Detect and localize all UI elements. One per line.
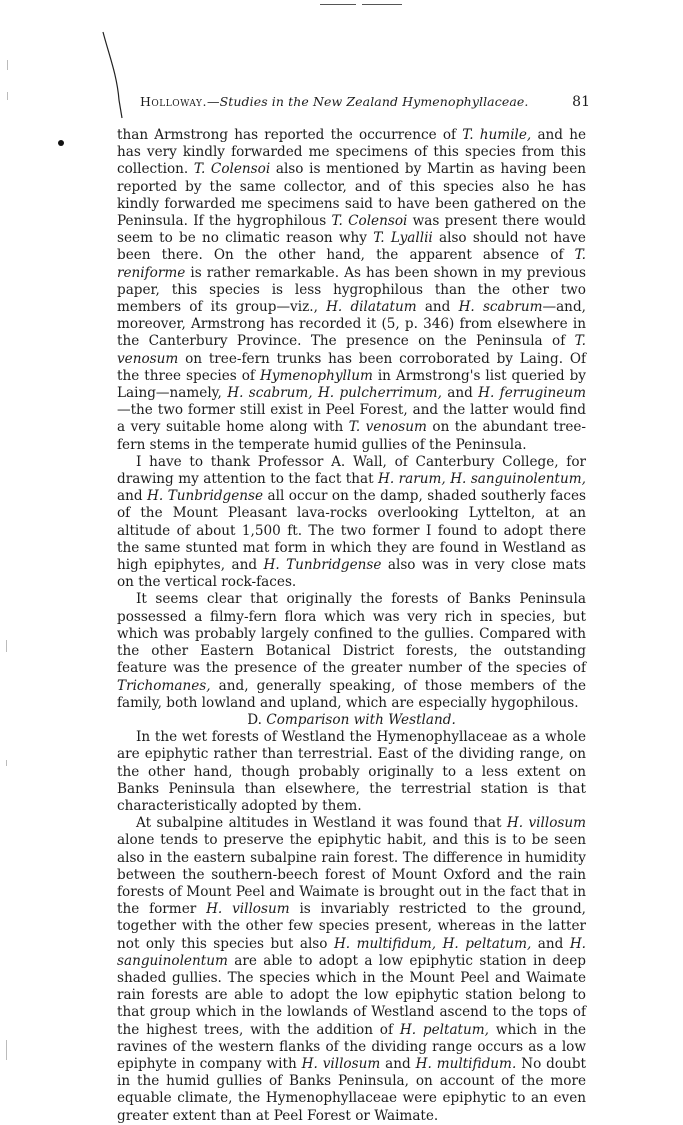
text-run: and (531, 935, 570, 952)
text-run: on the abundant tree-fern stems in the temperate humid gullies of the Peninsula. (117, 419, 586, 453)
species-name: H. villosum (206, 901, 290, 918)
text-run: In the wet forests of Westland the Hymenophyllaceae as a whole are epiphytic rather than terrestrial. East of the dividing range, on the other hand, though probably originally to a less extent on Banks Peninsula than elsewhere, the terrestrial station is that characteristically adopted by them. (117, 729, 586, 814)
section-heading (117, 712, 586, 729)
text-run: all occur on the damp, shaded southerly faces of the Mount Pleasant lava-rocks overlooking Lyttelton, at an altitude of about 1,500 ft. The two former I found to adopt there the same stunted mat form in which they are found in Westland as high epiphytes, and (117, 488, 586, 574)
text-run: I have to thank Professor A. Wall, of Canterbury College, for drawing my attention to the fact that (117, 453, 586, 488)
species-name: T. venosum (117, 333, 586, 367)
text-run: on tree-fern trunks has been corroborated by Laing. Of the three species of (117, 350, 586, 384)
species-name: T. humile, (462, 127, 532, 143)
species-name: H. sanguinolentum (117, 935, 586, 969)
text-run: also is mentioned by Martin as having been reported by the same collector, and of this species also he has kindly forwarded me specimens said to have been gathered on the Peninsula. If the hygrophilous (117, 161, 587, 230)
species-name: T. Colensoi (193, 161, 271, 178)
running-header-text: Holloway.—Studies in the New Zealand Hymenophyllaceae. (140, 94, 529, 109)
species-name: H. scabrum, H. pulcherrimum, (227, 385, 442, 402)
text-run: and, generally speaking, of those members of the family, both lowland and upland, which are especially hygophilous. (117, 677, 586, 711)
text-run: than Armstrong has reported the occurrence of (117, 127, 463, 143)
text-run: was present there would seem to be no climatic reason why (117, 213, 586, 247)
species-name: T. venosum (348, 419, 427, 436)
paragraph (117, 815, 586, 1125)
species-name: H. villosum (301, 1055, 381, 1072)
paragraph (117, 729, 586, 815)
species-name: H. villosum (506, 815, 586, 832)
paragraph (117, 591, 586, 711)
text-run: in Armstrong's list queried by Laing—namely, (117, 367, 586, 402)
text-run: and (441, 385, 479, 402)
text-run: and (380, 1055, 416, 1072)
text-run: It seems clear that originally the forests of Banks Peninsula possessed a filmy-fern flora which was very rich in species, but which was probably largely confined to the gullies. Compared with the other Eastern Botanical District forests, the outstanding feature was the presence of the greater number of the species of (117, 591, 586, 677)
page-number: 81 (572, 94, 590, 110)
species-name: H. dilatatum (326, 299, 417, 316)
species-name: H. peltatum, (399, 1021, 489, 1038)
species-name: H. multifidum. (415, 1055, 517, 1072)
species-name: Trichomanes, (117, 677, 211, 694)
text-run: also should not have been there. On the other hand, the apparent absence of (117, 230, 586, 264)
paragraph (117, 127, 586, 454)
article-body (117, 127, 586, 1125)
text-run: —the two former still exist in Peel Forest, and the latter would find a very suitable home along with (117, 402, 586, 436)
running-header (140, 91, 590, 113)
text-run: also was in very close mats on the vertical rock-faces. (117, 557, 586, 591)
text-run: No doubt in the humid gullies of Banks Peninsula, on account of the more equable climate, the Hymenophyllaceae were epiphytic to an even greater extent than at Peel Forest or Waimate. (117, 1055, 586, 1124)
text-run: and (117, 488, 148, 505)
text-run: is rather remarkable. As has been shown in my previous paper, this species is less hygrophilous than the other two members of its group—viz., (117, 264, 586, 316)
species-name: Hymenophyllum (259, 367, 373, 384)
text-run: is invariably restricted to the ground, together with the other few species present, whereas in the latter not only this species but also (117, 901, 586, 952)
text-run: alone tends to preserve the epiphytic habit, and this is to be seen also in the eastern subalpine rain forest. The difference in humidity between the southern-beech forest of Mount Oxford and the rain forests of Mount Peel and Waimate is brought out in the fact that in the former (117, 832, 586, 918)
species-name: H. rarum, H. sanguinolentum, (378, 471, 586, 488)
species-name: T. Lyallii (373, 230, 433, 247)
species-name: H. scabrum (458, 299, 543, 316)
species-name: T. Colensoi (331, 213, 408, 230)
text-run: —and, moreover, Armstrong has recorded it (5, p. 346) from elsewhere in the Canterbury Province. The presence on the Peninsula of (117, 299, 586, 350)
text-run: which in the ravines of the western flanks of the dividing range occurs as a low epiphyte in company with (117, 1021, 587, 1072)
section-label: D. (247, 711, 262, 728)
species-name: H. Tunbridgense (263, 557, 382, 574)
top-scan-marks (0, 2, 683, 10)
species-name: H. Tunbridgense (147, 488, 264, 505)
paragraph (117, 454, 586, 592)
text-run: are able to adopt a low epiphytic station in deep shaded gullies. The species which in the Mount Peel and Waimate rain forests are able to adopt the low epiphytic station belong to that group which in the lowlands of Westland ascend to the tops of the highest trees, with the addition of (117, 952, 586, 1038)
text-run: and (416, 299, 459, 316)
section-title: Comparison with Westland. (266, 711, 456, 728)
species-name: T. reniforme (117, 247, 586, 281)
species-name: H. multifidum, H. peltatum, (333, 935, 532, 952)
text-run: At subalpine altitudes in Westland it was found that (136, 815, 507, 832)
species-name: H. ferrugineum (478, 385, 586, 402)
margin-pencil-stroke (95, 30, 135, 120)
text-run: and he has very kindly forwarded me specimens of this species from this collection. (117, 127, 586, 178)
margin-bullet (58, 140, 64, 146)
